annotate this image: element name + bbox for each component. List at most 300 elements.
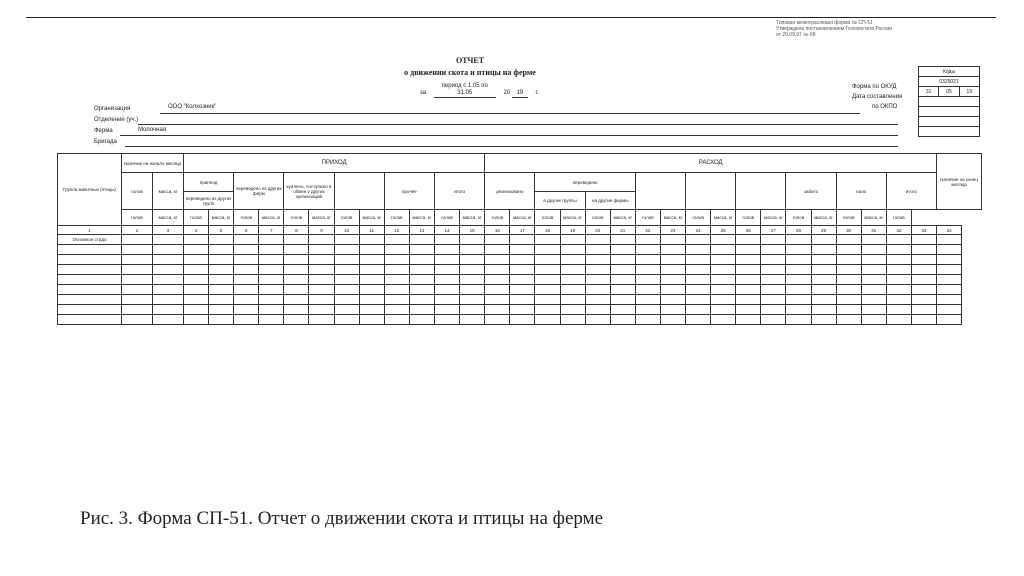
- table-cell: [153, 255, 184, 265]
- table-cell: [209, 275, 234, 285]
- table-cell: [585, 235, 610, 245]
- table-cell: [359, 275, 384, 285]
- figure-caption: Рис. 3. Форма СП-51. Отчет о движении скота и птицы на ферме: [80, 508, 604, 529]
- table-cell: [861, 275, 886, 285]
- department-label: Отделение (уч.): [94, 117, 139, 123]
- table-cell: [460, 285, 485, 295]
- table-cell: [209, 255, 234, 265]
- table-cell: [886, 245, 911, 255]
- table-cell: [535, 255, 560, 265]
- table-cell: [359, 285, 384, 295]
- table-cell: [911, 315, 936, 325]
- table-cell: [610, 315, 635, 325]
- table-cell: [736, 235, 761, 245]
- unit-mass: масса, кг: [309, 210, 334, 226]
- unit-heads: голов: [736, 210, 761, 226]
- table-cell: [786, 245, 811, 255]
- table-cell: [510, 275, 535, 285]
- table-cell: [309, 245, 334, 255]
- unit-row: [58, 210, 982, 226]
- table-cell: [434, 315, 459, 325]
- table-cell: [861, 315, 886, 325]
- table-cell: [861, 305, 886, 315]
- table-cell: [384, 255, 409, 265]
- table-cell: [711, 255, 736, 265]
- unit-mass: масса, кг: [560, 210, 585, 226]
- column-number: 19: [560, 226, 585, 235]
- table-cell: [937, 295, 962, 305]
- table-row: [58, 305, 982, 315]
- table-cell: [460, 305, 485, 315]
- table-cell: [122, 275, 153, 285]
- sheet-top-rule: [26, 17, 996, 18]
- unit-heads: голов: [122, 210, 153, 226]
- table-cell: [58, 265, 122, 275]
- table-cell: [686, 235, 711, 245]
- table-cell: [610, 245, 635, 255]
- table-cell: [122, 235, 153, 245]
- table-cell: [585, 265, 610, 275]
- table-cell: [761, 275, 786, 285]
- code-cell-6: [919, 117, 980, 127]
- table-cell: [736, 295, 761, 305]
- unit-mass: масса, кг: [660, 210, 685, 226]
- column-number: 27: [761, 226, 786, 235]
- table-cell: [153, 265, 184, 275]
- table-cell: [209, 315, 234, 325]
- table-cell: [560, 295, 585, 305]
- table-cell: [510, 285, 535, 295]
- table-cell: [485, 235, 510, 245]
- table-cell: [761, 315, 786, 325]
- table-cell: [660, 305, 685, 315]
- date-year: 19: [959, 87, 979, 97]
- column-number: 20: [585, 226, 610, 235]
- table-cell: [635, 235, 660, 245]
- table-cell: [284, 295, 309, 305]
- table-cell: [585, 305, 610, 315]
- unit-mass: масса, кг: [711, 210, 736, 226]
- unit-heads: голов: [384, 210, 409, 226]
- table-cell: [284, 235, 309, 245]
- table-cell: [309, 305, 334, 315]
- table-cell: [359, 295, 384, 305]
- table-cell: [234, 315, 259, 325]
- table-cell: [184, 265, 209, 275]
- table-cell: [736, 315, 761, 325]
- table-cell: [660, 295, 685, 305]
- year-value: 19: [512, 90, 528, 98]
- table-cell: [535, 315, 560, 325]
- table-cell: [460, 255, 485, 265]
- table-cell: [122, 245, 153, 255]
- table-cell: [711, 315, 736, 325]
- okpo-label: по ОКПО: [872, 104, 898, 110]
- table-cell: [660, 275, 685, 285]
- table-cell: [886, 295, 911, 305]
- table-cell: [836, 245, 861, 255]
- table-cell: [836, 265, 861, 275]
- table-cell: [153, 245, 184, 255]
- table-cell: [334, 275, 359, 285]
- form-type-note: [776, 20, 986, 38]
- column-number: 21: [610, 226, 635, 235]
- table-cell: [334, 315, 359, 325]
- table-cell: [686, 295, 711, 305]
- table-row: [58, 255, 982, 265]
- unit-heads: голов: [686, 210, 711, 226]
- unit-heads: голов: [284, 210, 309, 226]
- table-cell: [937, 265, 962, 275]
- table-cell: [384, 245, 409, 255]
- department-line: [138, 124, 898, 125]
- table-cell: [58, 305, 122, 315]
- expense-sub-1: в другие группы: [535, 192, 585, 210]
- column-number: 12: [384, 226, 409, 235]
- table-cell: [686, 255, 711, 265]
- date-day: 31: [919, 87, 939, 97]
- table-cell: [660, 285, 685, 295]
- unit-heads: голов: [334, 210, 359, 226]
- table-cell: [886, 315, 911, 325]
- table-cell: [153, 275, 184, 285]
- table-cell: [58, 295, 122, 305]
- table-cell: [560, 235, 585, 245]
- table-cell: [259, 245, 284, 255]
- table-cell: [309, 235, 334, 245]
- table-cell: [460, 295, 485, 305]
- table-cell: [911, 235, 936, 245]
- table-cell: [259, 295, 284, 305]
- column-number: 1: [58, 226, 122, 235]
- table-cell: [711, 235, 736, 245]
- table-cell: [811, 305, 836, 315]
- table-cell: [610, 265, 635, 275]
- table-cell: [259, 255, 284, 265]
- table-cell: [937, 315, 962, 325]
- unit-mass: масса, кг: [460, 210, 485, 226]
- table-cell: [234, 305, 259, 315]
- table-cell: [836, 275, 861, 285]
- table-cell: [585, 315, 610, 325]
- okud-label: Форма по ОКУД: [852, 84, 897, 90]
- table-cell: [535, 245, 560, 255]
- table-cell: [334, 285, 359, 295]
- table-cell: [184, 315, 209, 325]
- column-number: 33: [911, 226, 936, 235]
- table-cell: [234, 245, 259, 255]
- table-cell: [284, 305, 309, 315]
- table-cell: [259, 235, 284, 245]
- column-number: 3: [153, 226, 184, 235]
- form-type-line-3: от 29.09.97 № 68: [776, 32, 816, 38]
- offspring-sub: переведено из других групп: [184, 192, 234, 210]
- codes-label: Коды: [919, 67, 980, 77]
- table-cell: [535, 235, 560, 245]
- unit-mass: масса, кг: [359, 210, 384, 226]
- table-cell: [736, 245, 761, 255]
- table-cell: [234, 285, 259, 295]
- table-cell: [122, 265, 153, 275]
- table-cell: [384, 235, 409, 245]
- table-cell: [686, 315, 711, 325]
- table-cell: [284, 275, 309, 285]
- column-number: 31: [861, 226, 886, 235]
- table-cell: [153, 295, 184, 305]
- table-cell: [786, 305, 811, 315]
- table-cell: [334, 265, 359, 275]
- table-cell: [660, 255, 685, 265]
- unit-mass: масса, кг: [811, 210, 836, 226]
- brigade-label: Бригада: [94, 139, 117, 145]
- table-row: [58, 285, 982, 295]
- expense-group-5: [736, 173, 786, 210]
- table-cell: [560, 285, 585, 295]
- unit-heads: голов: [585, 210, 610, 226]
- unit-heads: голов: [184, 210, 209, 226]
- table-row: [58, 275, 982, 285]
- table-cell: [284, 255, 309, 265]
- table-cell: [711, 265, 736, 275]
- table-cell: [635, 265, 660, 275]
- income-group-6: итого: [434, 173, 484, 210]
- movement-table: [57, 153, 982, 325]
- table-cell: [711, 245, 736, 255]
- unit-heads: голов: [234, 210, 259, 226]
- table-cell: [786, 315, 811, 325]
- table-cell: [122, 255, 153, 265]
- table-cell: [610, 305, 635, 315]
- table-cell: [761, 245, 786, 255]
- table-cell: [184, 255, 209, 265]
- farm-line: [120, 135, 898, 136]
- table-cell: [937, 245, 962, 255]
- unit-heads: голов: [434, 210, 459, 226]
- table-cell: [184, 235, 209, 245]
- expense-group-3: [635, 173, 685, 210]
- table-cell: [811, 295, 836, 305]
- table-cell: [460, 275, 485, 285]
- table-cell: [786, 235, 811, 245]
- table-cell: [309, 265, 334, 275]
- table-cell: [234, 265, 259, 275]
- unit-mass: масса, кг: [861, 210, 886, 226]
- col-closing-header: Наличие на конец месяца: [937, 154, 982, 210]
- unit-mass: масса, кг: [761, 210, 786, 226]
- unit-heads: голов: [786, 210, 811, 226]
- expense-group-1: реализовано: [485, 173, 535, 210]
- table-cell: [209, 305, 234, 315]
- table-cell: [309, 275, 334, 285]
- expense-group-7: пало: [836, 173, 886, 210]
- table-cell: [786, 295, 811, 305]
- table-cell: [836, 285, 861, 295]
- table-cell: [786, 285, 811, 295]
- table-cell: [259, 265, 284, 275]
- table-cell: [886, 265, 911, 275]
- table-cell: [811, 255, 836, 265]
- table-cell: [711, 275, 736, 285]
- table-cell: [334, 305, 359, 315]
- table-cell: [234, 255, 259, 265]
- table-cell: [711, 295, 736, 305]
- table-cell: [334, 235, 359, 245]
- table-cell: [434, 235, 459, 245]
- table-cell: [209, 285, 234, 295]
- table-cell: [660, 245, 685, 255]
- table-cell: [560, 255, 585, 265]
- table-cell: [911, 255, 936, 265]
- table-cell: [409, 235, 434, 245]
- column-number: 24: [686, 226, 711, 235]
- table-cell: [937, 275, 962, 285]
- code-cell-7: [919, 127, 980, 137]
- table-cell: [485, 255, 510, 265]
- table-cell: [510, 235, 535, 245]
- okpo-code: [919, 97, 980, 107]
- table-cell: [686, 285, 711, 295]
- table-cell: [686, 245, 711, 255]
- table-cell: [384, 275, 409, 285]
- table-cell: [635, 285, 660, 295]
- organization-line: [160, 113, 860, 114]
- table-cell: [861, 265, 886, 275]
- table-cell: [761, 235, 786, 245]
- table-cell: [485, 275, 510, 285]
- table-cell: [284, 285, 309, 295]
- table-cell: [209, 235, 234, 245]
- table-cell: [711, 305, 736, 315]
- table-cell: [585, 285, 610, 295]
- table-cell: [153, 285, 184, 295]
- table-cell: [610, 285, 635, 295]
- unit-heads: голов: [485, 210, 510, 226]
- table-cell: [359, 235, 384, 245]
- table-cell: [585, 245, 610, 255]
- table-cell: [686, 275, 711, 285]
- table-cell: [736, 275, 761, 285]
- table-cell: [811, 315, 836, 325]
- table-cell: [184, 245, 209, 255]
- table-cell: [937, 255, 962, 265]
- table-cell: [786, 255, 811, 265]
- table-cell: [861, 245, 886, 255]
- table-cell: [384, 305, 409, 315]
- column-number: 16: [485, 226, 510, 235]
- table-cell: [535, 275, 560, 285]
- table-cell: [460, 245, 485, 255]
- table-cell: [635, 295, 660, 305]
- report-period: за период с 1.05 по 31.05 20 19 г.: [420, 83, 539, 96]
- table-cell: [911, 285, 936, 295]
- table-cell: [259, 275, 284, 285]
- table-cell: [911, 275, 936, 285]
- unit-heads: голов: [886, 210, 911, 226]
- table-cell: [184, 305, 209, 315]
- column-number: 26: [736, 226, 761, 235]
- table-cell: [686, 305, 711, 315]
- col-opening-header: Наличие на начало месяца: [122, 154, 184, 173]
- column-number: 25: [711, 226, 736, 235]
- unit-mass: масса, кг: [610, 210, 635, 226]
- table-cell: [359, 265, 384, 275]
- table-cell: [460, 315, 485, 325]
- column-number: 32: [886, 226, 911, 235]
- table-cell: [811, 275, 836, 285]
- table-cell: [510, 305, 535, 315]
- expense-group-8: итого: [886, 173, 936, 210]
- column-number: 9: [309, 226, 334, 235]
- table-row: [58, 315, 982, 325]
- report-subtitle: о движении скота и птицы на ферме: [404, 68, 536, 77]
- table-cell: [937, 285, 962, 295]
- table-cell: [510, 295, 535, 305]
- table-cell: [911, 245, 936, 255]
- expense-sub-2: на другие фермы: [585, 192, 635, 210]
- column-number: 2: [122, 226, 153, 235]
- column-number: 34: [937, 226, 962, 235]
- table-cell: [610, 275, 635, 285]
- table-cell: [409, 295, 434, 305]
- table-cell: [861, 285, 886, 295]
- main-herd-label: Основное стадо: [58, 235, 122, 245]
- table-row: [58, 265, 982, 275]
- table-cell: [122, 295, 153, 305]
- table-cell: [153, 235, 184, 245]
- codes-table: [918, 66, 980, 137]
- table-cell: [736, 305, 761, 315]
- table-cell: [209, 245, 234, 255]
- organization-value: ООО "Колхозник": [168, 104, 217, 110]
- table-cell: [460, 235, 485, 245]
- unit-heads: голов: [635, 210, 660, 226]
- column-number: 8: [284, 226, 309, 235]
- table-cell: [861, 235, 886, 245]
- table-cell: [434, 305, 459, 315]
- table-cell: [761, 285, 786, 295]
- date-label: Дата составления: [852, 94, 903, 100]
- table-cell: [510, 245, 535, 255]
- column-number: 10: [334, 226, 359, 235]
- table-cell: [309, 285, 334, 295]
- table-cell: [309, 315, 334, 325]
- table-cell: [937, 305, 962, 315]
- table-cell: [284, 265, 309, 275]
- income-group-1: приплод: [184, 173, 234, 192]
- table-cell: [560, 275, 585, 285]
- table-cell: [535, 265, 560, 275]
- table-cell: [836, 295, 861, 305]
- table-cell: [209, 265, 234, 275]
- table-cell: [836, 315, 861, 325]
- table-cell: [610, 235, 635, 245]
- table-cell: [786, 265, 811, 275]
- table-cell: [861, 255, 886, 265]
- table-cell: [736, 285, 761, 295]
- table-cell: [384, 285, 409, 295]
- table-cell: [686, 265, 711, 275]
- column-number: 22: [635, 226, 660, 235]
- table-cell: [485, 315, 510, 325]
- column-number: 28: [786, 226, 811, 235]
- column-number: 15: [460, 226, 485, 235]
- table-cell: [861, 295, 886, 305]
- period-value: период с 1.05 по 31.05: [434, 83, 496, 98]
- table-cell: [284, 315, 309, 325]
- table-cell: [259, 285, 284, 295]
- expense-group-4: [686, 173, 736, 210]
- table-cell: [434, 295, 459, 305]
